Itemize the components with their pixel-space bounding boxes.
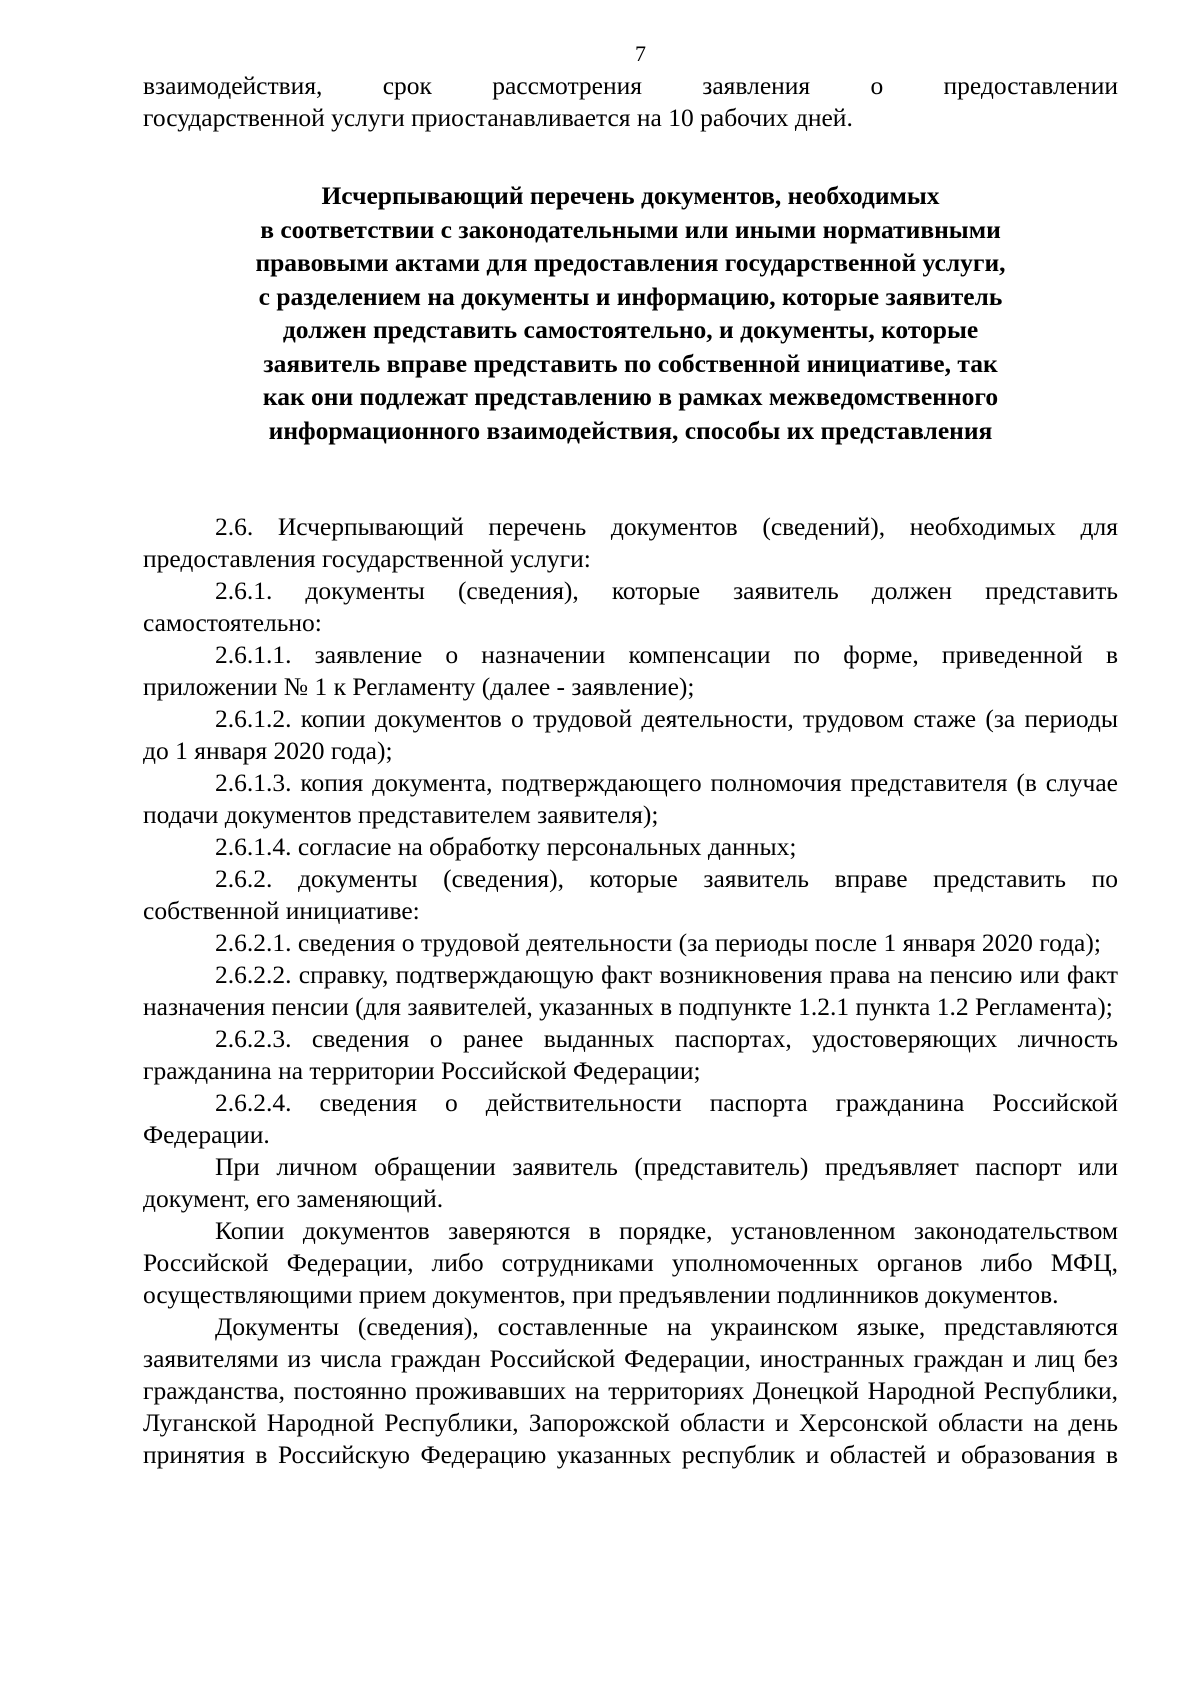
heading-line: информационного взаимодействия, способы их представления <box>268 415 993 445</box>
paragraph-2-6-1: 2.6.1. документы (сведения), которые заявитель должен представить самостоятельно: <box>143 576 1118 637</box>
heading-line: заявитель вправе представить по собственной инициативе, так <box>263 348 998 378</box>
page-number: 7 <box>635 41 646 66</box>
intro-line-1: взаимодействия, срок рассмотрения заявления о предоставлении <box>143 71 1118 100</box>
heading-line: как они подлежат представлению в рамках межведомственного <box>262 382 999 411</box>
paragraph-2-6-1-1: 2.6.1.1. заявление о назначении компенсации по форме, приведенной в приложении № 1 к Регламенту (далее - заявление); <box>143 640 1118 701</box>
intro-line-2: государственной услуги приостанавливается на 10 рабочих дней. <box>143 103 853 132</box>
document-body <box>143 511 1118 1471</box>
paragraph-2-6-2-2: 2.6.2.2. справку, подтверждающую факт возникновения права на пенсию или факт назначения пенсии (для заявителей, указанных в подпункте 1.2.1 пункта 1.2 Регламента); <box>143 960 1118 1021</box>
heading-line: правовыми актами для предоставления государственной услуги, <box>255 248 1006 277</box>
paragraph-2-6-2-3: 2.6.2.3. сведения о ранее выданных паспортах, удостоверяющих личность гражданина на территории Российской Федерации; <box>143 1024 1118 1085</box>
paragraph-2-6-2-4: 2.6.2.4. сведения о действительности паспорта гражданина Российской Федерации. <box>143 1088 1118 1149</box>
paragraph-copies-certified: Копии документов заверяются в порядке, установленном законодательством Российской Федерации, либо сотрудниками уполномоченных органов либо МФЦ, осуществляющими прием документов, при предъявлении подлинников документов. <box>143 1216 1118 1309</box>
paragraph-2-6-2-1: 2.6.2.1. сведения о трудовой деятельности (за периоды после 1 января 2020 года); <box>215 928 1101 957</box>
paragraph-2-6: 2.6. Исчерпывающий перечень документов (сведений), необходимых для предоставления государственной услуги: <box>143 512 1118 573</box>
section-heading <box>143 179 1118 447</box>
heading-line: должен представить самостоятельно, и документы, которые <box>282 315 979 344</box>
paragraph-personal-appeal: При личном обращении заявитель (представитель) предъявляет паспорт или документ, его заменяющий. <box>143 1152 1118 1213</box>
heading-line: Исчерпывающий перечень документов, необходимых <box>321 181 940 210</box>
paragraph-ukrainian-documents: Документы (сведения), составленные на украинском языке, представляются заявителями из числа граждан Российской Федерации, иностранных граждан и лиц без гражданства, постоянно проживавших на территориях Донецкой Народной Республики, Луганской Народной Республики, Запорожской области и Херсонской области на день принятия в Российскую Федерацию указанных республик и областей и образования в <box>143 1312 1118 1469</box>
paragraph-2-6-1-4: 2.6.1.4. согласие на обработку персональных данных; <box>215 832 797 861</box>
paragraph-2-6-1-3: 2.6.1.3. копия документа, подтверждающего полномочия представителя (в случае подачи документов представителем заявителя); <box>143 768 1118 829</box>
paragraph-2-6-2: 2.6.2. документы (сведения), которые заявитель вправе представить по собственной инициативе: <box>143 864 1118 925</box>
paragraph-2-6-1-2: 2.6.1.2. копии документов о трудовой деятельности, трудовом стаже (за периоды до 1 января 2020 года); <box>143 704 1118 765</box>
heading-line: в соответствии с законодательными или иными нормативными <box>260 214 1001 244</box>
heading-line: с разделением на документы и информацию, которые заявитель <box>258 281 1003 311</box>
